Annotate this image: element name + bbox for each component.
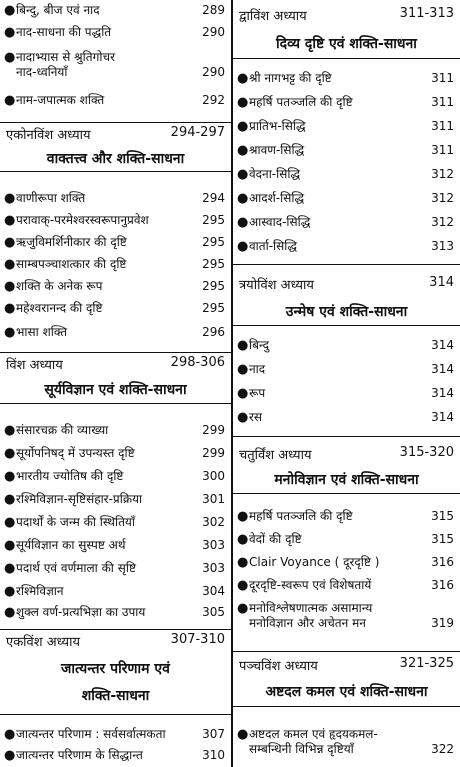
bullet-icon: ● <box>4 325 16 340</box>
item-page: 290 <box>202 65 225 79</box>
bullet-icon: ● <box>4 584 16 599</box>
item-page: 295 <box>202 301 225 315</box>
list-item <box>237 95 454 110</box>
bullet-icon: ● <box>4 3 16 18</box>
chapter-title: उन्मेष एवं शक्ति-साधना <box>233 299 460 326</box>
item-text: नाद-साधना की पद्धति <box>16 25 112 39</box>
item-page: 314 <box>431 338 454 352</box>
list-item <box>4 538 225 553</box>
bullet-icon: ● <box>237 143 249 158</box>
item-text: रूप <box>249 386 266 400</box>
list-item <box>237 239 454 254</box>
chapter-heading: त्रयोविंश अध्याय <box>239 278 314 293</box>
list-item <box>237 191 454 206</box>
item-page: 300 <box>202 469 225 483</box>
list-item <box>4 584 225 599</box>
list-item <box>4 727 225 742</box>
chapter-title: वाक्तत्त्व और शक्ति-साधना <box>0 147 231 172</box>
list-item <box>237 338 454 353</box>
chapter-heading: विंश अध्याय <box>6 358 63 373</box>
bullet-icon: ● <box>237 71 249 86</box>
list-item <box>4 50 225 80</box>
item-text: बिन्दु, बीज एवं नाद <box>16 3 100 17</box>
list-item <box>4 605 225 620</box>
list-item <box>4 191 225 206</box>
item-text: Clair Voyance ( दूरदृष्टि ) <box>249 555 380 569</box>
item-page: 316 <box>431 578 454 592</box>
item-text: भासा शक्ति <box>16 325 68 339</box>
bullet-icon: ● <box>237 410 249 425</box>
item-page: 295 <box>202 235 225 249</box>
list-item <box>237 601 454 631</box>
list-item <box>237 71 454 86</box>
bullet-icon: ● <box>237 239 249 254</box>
item-page: 312 <box>431 167 454 181</box>
list-item <box>4 515 225 530</box>
item-page: 295 <box>202 279 225 293</box>
item-text: सूर्यविज्ञान का सुस्पष्ट अर्थ <box>16 538 126 552</box>
bullet-icon: ● <box>4 561 16 576</box>
chapter-pages: 311-313 <box>399 6 454 21</box>
bullet-icon: ● <box>4 748 16 763</box>
item-text: सूर्योपनिषद् में उपन्यस्त दृष्टि <box>16 446 135 460</box>
bullet-icon: ● <box>237 532 249 547</box>
item-page: 322 <box>431 742 454 756</box>
item-text: वार्ता-सिद्धि <box>249 239 297 253</box>
list-item <box>237 410 454 425</box>
list-item <box>237 362 454 377</box>
item-page: 294 <box>202 191 225 205</box>
bullet-icon: ● <box>4 93 16 108</box>
bullet-icon: ● <box>237 601 249 616</box>
item-text: शक्ति के अनेक रूप <box>16 279 103 293</box>
item-page: 296 <box>202 325 225 339</box>
item-text: रश्मिविज्ञान-सृष्टिसंहार-प्रक्रिया <box>16 492 143 506</box>
list-item <box>4 279 225 294</box>
item-page: 311 <box>431 71 454 85</box>
list-item <box>237 119 454 134</box>
chapter-header <box>0 352 231 407</box>
list-item <box>4 492 225 507</box>
item-page: 295 <box>202 213 225 227</box>
chapter-title: अष्टदल कमल एवं शक्ति-साधना <box>233 678 460 707</box>
item-text: श्री नागभट्ट की दृष्टि <box>249 71 332 85</box>
bullet-icon: ● <box>237 578 249 593</box>
bullet-icon: ● <box>4 492 16 507</box>
chapter-pages: 315-320 <box>399 445 454 460</box>
list-item <box>4 469 225 484</box>
item-text: श्रावण-सिद्धि <box>249 143 305 157</box>
item-text: महेश्वरानन्द की दृष्टि <box>16 301 103 315</box>
chapter-header <box>233 4 460 58</box>
chapter-heading: पञ्चविंश अध्याय <box>239 659 318 674</box>
bullet-icon: ● <box>237 119 249 134</box>
item-text: शुक्ल वर्ण-प्रत्यभिज्ञा का उपाय <box>16 605 146 619</box>
bullet-icon: ● <box>237 727 249 742</box>
list-item <box>237 555 454 570</box>
item-text: जात्यन्तर परिणाम के सिद्धान्त <box>16 748 143 762</box>
chapter-pages: 321-325 <box>399 656 454 671</box>
item-text: आदर्श-सिद्धि <box>249 191 305 205</box>
right-column <box>233 0 460 767</box>
chapter-header <box>0 122 231 177</box>
bullet-icon: ● <box>4 279 16 294</box>
list-item <box>4 3 225 18</box>
list-item <box>237 532 454 547</box>
bullet-icon: ● <box>4 605 16 620</box>
list-item <box>4 325 225 340</box>
item-page: 314 <box>431 386 454 400</box>
item-page: 313 <box>431 239 454 253</box>
item-page: 304 <box>202 584 225 598</box>
list-item <box>4 301 225 316</box>
chapter-heading: एकविंश अध्याय <box>6 635 81 650</box>
list-item <box>237 386 454 401</box>
bullet-icon: ● <box>237 386 249 401</box>
item-page: 311 <box>431 143 454 157</box>
item-text: महर्षि पतञ्जलि की दृष्टि <box>249 509 353 523</box>
chapter-title: मनोविज्ञान एवं शक्ति-साधना <box>233 467 460 494</box>
item-page: 310 <box>202 748 225 762</box>
bullet-icon: ● <box>4 446 16 461</box>
bullet-icon: ● <box>237 555 249 570</box>
item-page: 311 <box>431 119 454 133</box>
bullet-icon: ● <box>4 538 16 553</box>
item-page: 289 <box>202 3 225 17</box>
list-item <box>237 578 454 593</box>
item-text: परावाक्-परमेश्वरस्वरूपानुप्रवेश <box>16 213 149 227</box>
list-item <box>237 143 454 158</box>
chapter-header <box>233 651 460 712</box>
item-page: 299 <box>202 446 225 460</box>
item-text: बिन्दु <box>249 338 270 352</box>
item-text: नाद <box>249 362 266 376</box>
item-page: 302 <box>202 515 225 529</box>
bullet-icon: ● <box>4 515 16 530</box>
chapter-title: जात्यन्तर परिणाम एवं शक्ति-साधना <box>0 656 231 715</box>
item-text: दूरदृष्टि-स्वरूप एवं विशेषतायें <box>249 578 372 592</box>
item-text: नाम-जपात्मक शक्ति <box>16 93 105 107</box>
chapter-header <box>233 436 460 495</box>
item-page: 295 <box>202 257 225 271</box>
list-item <box>4 93 225 108</box>
list-item <box>4 423 225 438</box>
item-text: नादाभ्यास से श्रुतिगोचर नाद-ध्वनियाँ <box>16 50 115 79</box>
chapter-pages: 298-306 <box>170 355 225 370</box>
list-item <box>237 727 454 757</box>
item-page: 303 <box>202 538 225 552</box>
bullet-icon: ● <box>4 25 16 40</box>
chapter-pages: 294-297 <box>170 125 225 140</box>
list-item <box>4 25 225 40</box>
list-item <box>4 561 225 576</box>
bullet-icon: ● <box>4 191 16 206</box>
item-page: 305 <box>202 605 225 619</box>
item-text: महर्षि पतञ्जलि की दृष्टि <box>249 95 353 109</box>
item-page: 316 <box>431 555 454 569</box>
item-text: रश्मिविज्ञान <box>16 584 64 598</box>
list-item <box>4 213 225 228</box>
bullet-icon: ● <box>4 423 16 438</box>
bullet-icon: ● <box>4 257 16 272</box>
item-text: रस <box>249 410 263 424</box>
item-text: वेदों की दृष्टि <box>249 532 302 546</box>
item-text: साम्बपञ्चाशत्कार की दृष्टि <box>16 257 127 271</box>
list-item <box>237 509 454 524</box>
bullet-icon: ● <box>237 338 249 353</box>
list-item <box>4 235 225 250</box>
list-item <box>237 215 454 230</box>
item-text: मनोविश्लेषणात्मक असामान्य मनोविज्ञान और अचेतन मन <box>249 601 373 630</box>
bullet-icon: ● <box>237 362 249 377</box>
chapter-heading: एकोनविंश अध्याय <box>6 128 91 143</box>
chapter-title: सूर्यविज्ञान एवं शक्ति-साधना <box>0 377 231 404</box>
item-page: 290 <box>202 25 225 39</box>
item-page: 314 <box>431 410 454 424</box>
chapter-heading: चतुर्विंश अध्याय <box>239 448 312 463</box>
item-text: पदार्थ एवं वर्णमाला की सृष्टि <box>16 561 136 575</box>
item-text: भारतीय ज्योतिष की दृष्टि <box>16 469 124 483</box>
list-item <box>4 257 225 272</box>
chapter-title: दिव्य दृष्टि एवं शक्ति-साधना <box>233 30 460 59</box>
item-page: 307 <box>202 727 225 741</box>
bullet-icon: ● <box>237 215 249 230</box>
item-text: संसारचक्र की व्याख्या <box>16 423 109 437</box>
chapter-header <box>0 629 231 714</box>
bullet-icon: ● <box>4 50 16 65</box>
bullet-icon: ● <box>4 235 16 250</box>
item-page: 312 <box>431 215 454 229</box>
list-item <box>4 446 225 461</box>
item-page: 315 <box>431 532 454 546</box>
item-page: 303 <box>202 561 225 575</box>
item-page: 311 <box>431 95 454 109</box>
bullet-icon: ● <box>4 469 16 484</box>
item-text: आस्वाद-सिद्धि <box>249 215 311 229</box>
chapter-pages: 314 <box>429 275 454 290</box>
item-page: 301 <box>202 492 225 506</box>
item-text: ऋजुविमर्शिनीकार की दृष्टि <box>16 235 127 249</box>
chapter-heading: द्वाविंश अध्याय <box>239 9 307 24</box>
bullet-icon: ● <box>4 213 16 228</box>
chapter-pages: 307-310 <box>170 632 225 647</box>
item-page: 299 <box>202 423 225 437</box>
item-page: 312 <box>431 191 454 205</box>
list-item <box>4 748 225 763</box>
bullet-icon: ● <box>4 727 16 742</box>
bullet-icon: ● <box>237 191 249 206</box>
item-page: 292 <box>202 93 225 107</box>
item-text: वेदना-सिद्धि <box>249 167 301 181</box>
bullet-icon: ● <box>237 509 249 524</box>
list-item <box>237 167 454 182</box>
item-text: पदार्थों के जन्म की स्थितियाँ <box>16 515 135 529</box>
bullet-icon: ● <box>4 301 16 316</box>
item-text: अष्टदल कमल एवं हृदयकमल- सम्बन्धिनी विभिन्न दृष्टियाँ <box>249 727 378 756</box>
bullet-icon: ● <box>237 167 249 182</box>
chapter-header <box>233 264 460 327</box>
item-page: 319 <box>431 616 454 630</box>
item-text: प्रातिभ-सिद्धि <box>249 119 306 133</box>
item-text: वाणीरूपा शक्ति <box>16 191 86 205</box>
item-text: जात्यन्तर परिणाम : सर्वसर्वात्मकता <box>16 727 166 741</box>
bullet-icon: ● <box>237 95 249 110</box>
item-page: 315 <box>431 509 454 523</box>
item-page: 314 <box>431 362 454 376</box>
